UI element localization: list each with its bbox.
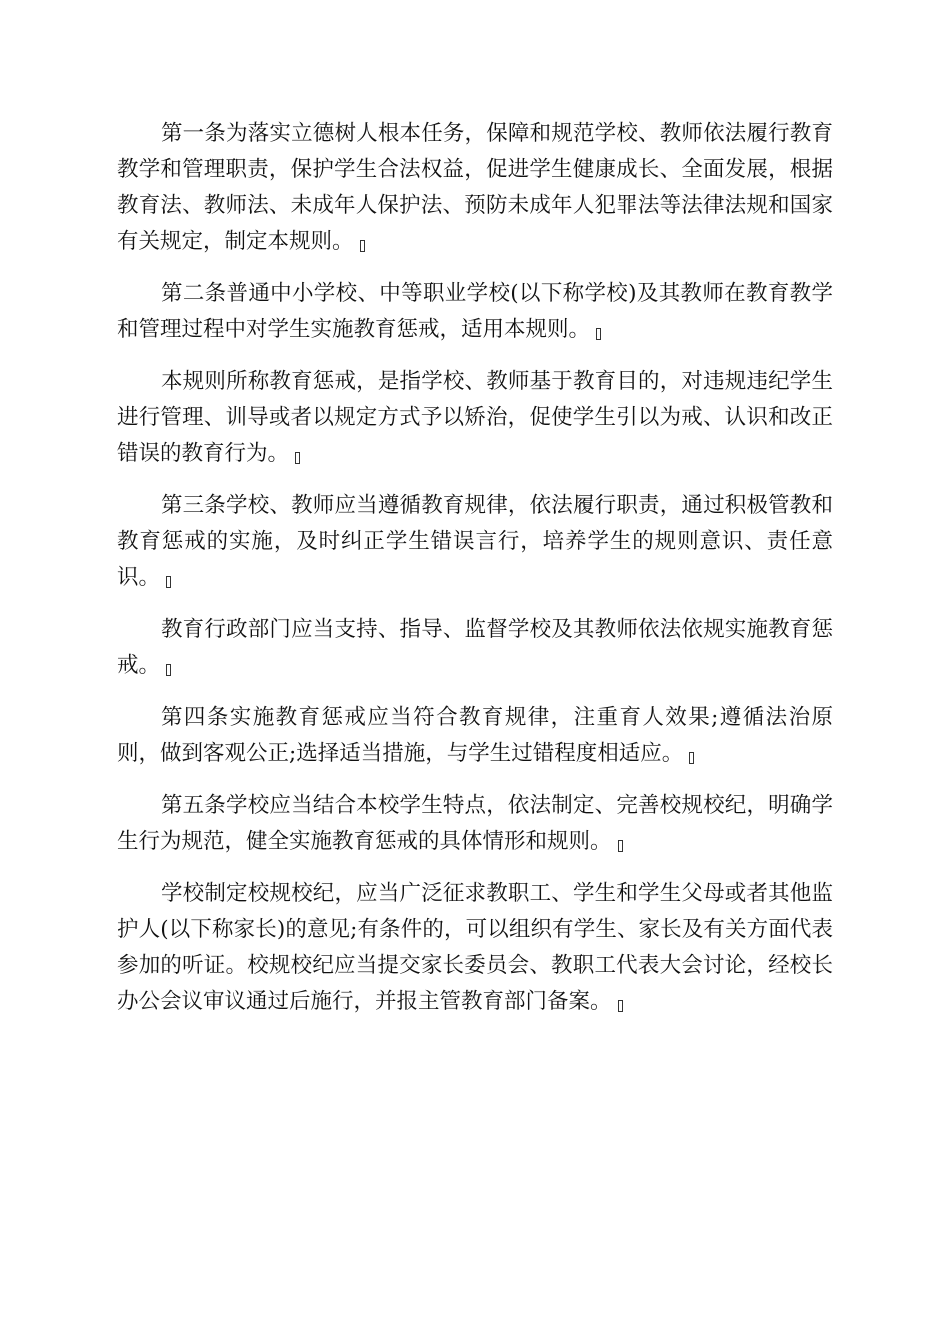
paragraph-article-2 bbox=[117, 276, 833, 348]
paragraph-article-1 bbox=[117, 116, 833, 260]
paragraph-mark-icon bbox=[689, 752, 694, 764]
paragraph-mark-icon bbox=[360, 240, 365, 252]
document-body bbox=[117, 116, 833, 1036]
paragraph-text: 第二条普通中小学校、中等职业学校(以下称学校)及其教师在教育教学和管理过程中对学生实施教育惩戒，适用本规则。 bbox=[117, 281, 833, 342]
paragraph-text: 学校制定校规校纪，应当广泛征求教职工、学生和学生父母或者其他监护人(以下称家长)的意见;有条件的，可以组织有学生、家长及有关方面代表参加的听证。校规校纪应当提交家长委员会、教职工代表大会讨论，经校长办公会议审议通过后施行，并报主管教育部门备案。 bbox=[117, 881, 833, 1014]
paragraph-text: 第三条学校、教师应当遵循教育规律，依法履行职责，通过积极管教和教育惩戒的实施，及时纠正学生错误言行，培养学生的规则意识、责任意识。 bbox=[117, 493, 833, 590]
paragraph-text: 第四条实施教育惩戒应当符合教育规律，注重育人效果;遵循法治原则，做到客观公正;选择适当措施，与学生过错程度相适应。 bbox=[117, 705, 833, 766]
paragraph-article-4 bbox=[117, 700, 833, 772]
paragraph-article-5 bbox=[117, 788, 833, 860]
paragraph-article-3 bbox=[117, 488, 833, 596]
paragraph-mark-icon bbox=[166, 576, 171, 588]
paragraph-text: 本规则所称教育惩戒，是指学校、教师基于教育目的，对违规违纪学生进行管理、训导或者以规定方式予以矫治，促使学生引以为戒、认识和改正错误的教育行为。 bbox=[117, 369, 833, 466]
paragraph-mark-icon bbox=[596, 328, 601, 340]
paragraph-text: 第一条为落实立德树人根本任务，保障和规范学校、教师依法履行教育教学和管理职责，保护学生合法权益，促进学生健康成长、全面发展，根据教育法、教师法、未成年人保护法、预防未成年人犯罪法等法律法规和国家有关规定，制定本规则。 bbox=[117, 121, 833, 254]
paragraph-text: 第五条学校应当结合本校学生特点，依法制定、完善校规校纪，明确学生行为规范，健全实施教育惩戒的具体情形和规则。 bbox=[117, 793, 833, 854]
paragraph-mark-icon bbox=[618, 840, 623, 852]
paragraph-text: 教育行政部门应当支持、指导、监督学校及其教师依法依规实施教育惩戒。 bbox=[117, 617, 833, 678]
paragraph-article-3-supervision bbox=[117, 612, 833, 684]
paragraph-article-2-definition bbox=[117, 364, 833, 472]
paragraph-article-5-rules bbox=[117, 876, 833, 1020]
paragraph-mark-icon bbox=[618, 1000, 623, 1012]
paragraph-mark-icon bbox=[295, 452, 300, 464]
paragraph-mark-icon bbox=[166, 664, 171, 676]
